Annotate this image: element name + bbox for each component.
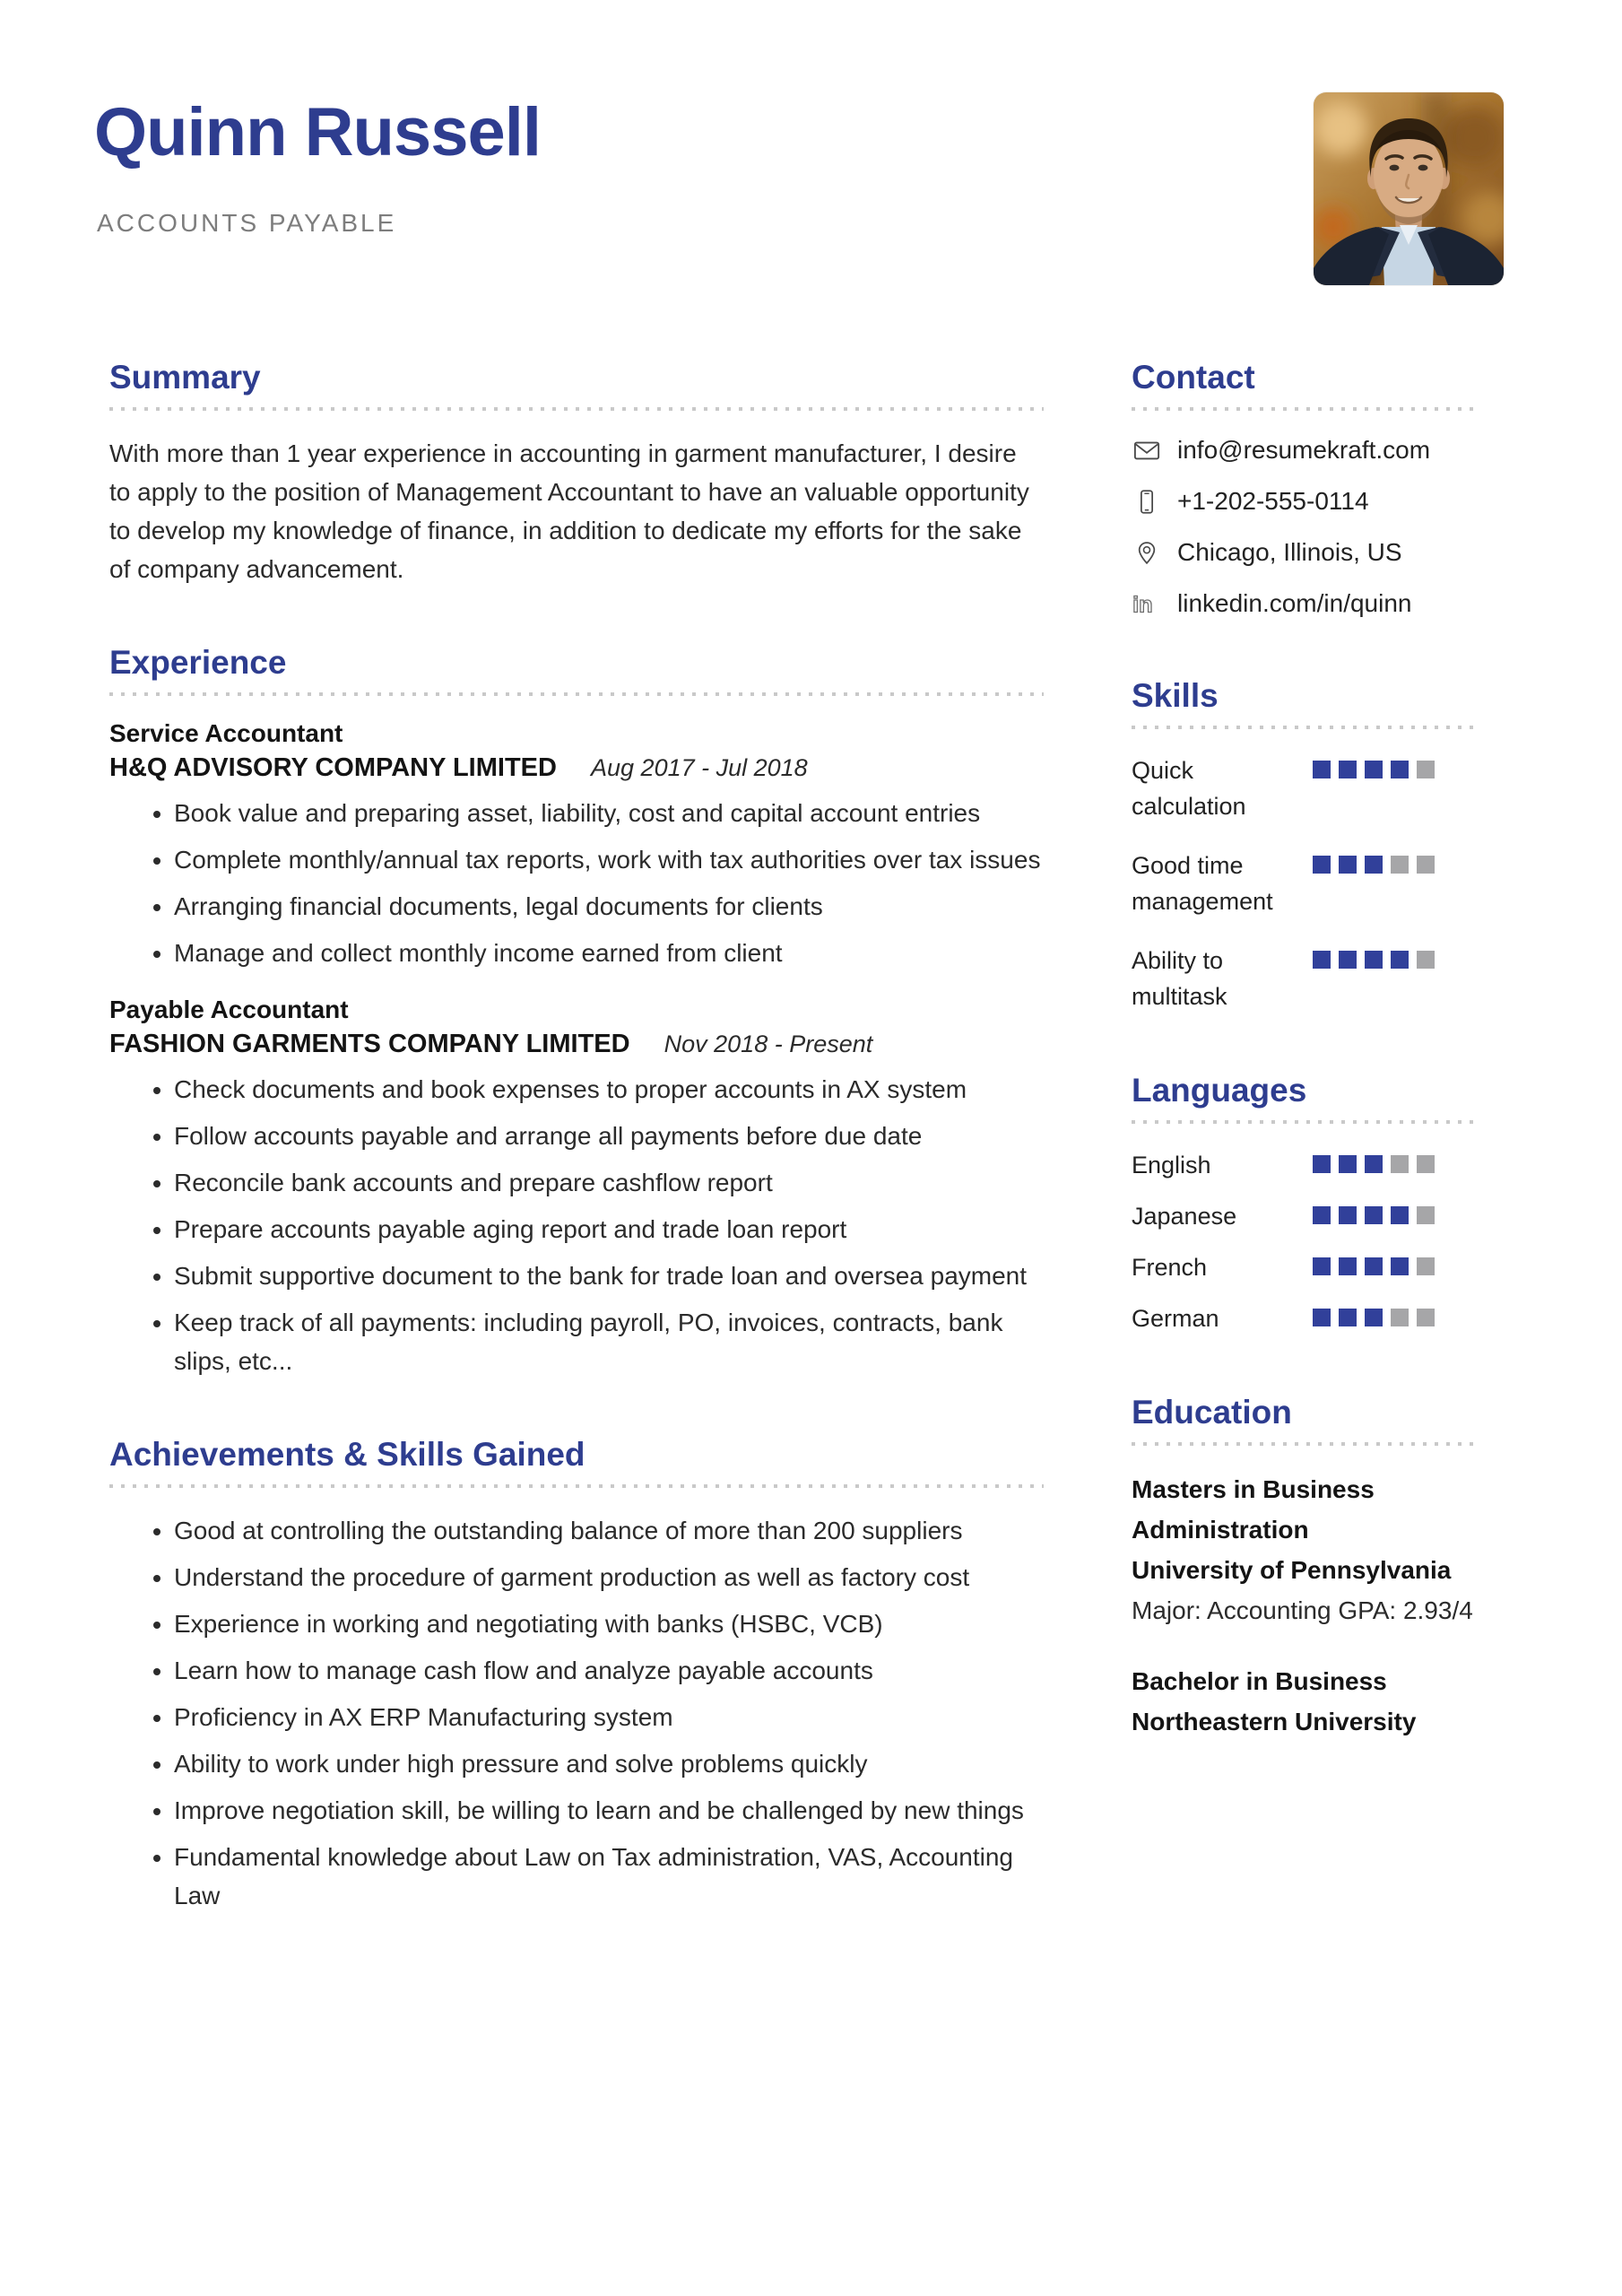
skill-row [1132,943,1476,1014]
job-entry [109,719,1044,972]
education-entry [1132,1661,1476,1742]
level-filled-square [1313,761,1331,778]
bullet-item: • Submit supportive document to the bank for trade loan and oversea payment [174,1257,1044,1295]
education-section [1132,1394,1476,1742]
language-row [1132,1147,1476,1183]
level-filled-square [1365,761,1383,778]
person-job-title: ACCOUNTS PAYABLE [97,209,397,237]
linkedin-icon [1132,590,1162,617]
skill-row [1132,848,1476,919]
main-column [109,359,1044,1923]
level-filled-square [1391,1206,1409,1224]
level-filled-square [1365,1155,1383,1173]
languages-section [1132,1072,1476,1336]
level-filled-square [1391,1257,1409,1275]
contact-text: +1-202-555-0114 [1177,487,1369,515]
bullet-item: • Understand the procedure of garment production as well as factory cost [174,1558,1044,1596]
skill-level-meter [1313,848,1476,919]
level-filled-square [1339,856,1357,874]
level-empty-square [1417,761,1435,778]
contact-item [1132,587,1476,620]
language-level-meter [1313,1300,1476,1336]
summary-section [109,359,1044,588]
skill-label: Good time management [1132,852,1273,915]
bullet-item: • Complete monthly/annual tax reports, work with tax authorities over tax issues [174,840,1044,879]
bullet-item: • Book value and preparing asset, liability, cost and capital account entries [174,794,1044,832]
bullet-item: • Manage and collect monthly income earned from client [174,934,1044,972]
level-empty-square [1417,856,1435,874]
contact-text: Chicago, Illinois, US [1177,538,1402,566]
language-label: Japanese [1132,1203,1237,1230]
bullet-item: • Learn how to manage cash flow and analyze payable accounts [174,1651,1044,1690]
level-filled-square [1313,1155,1331,1173]
job-title: Payable Accountant [109,996,349,1023]
job-meta [109,1030,1044,1059]
language-label: French [1132,1254,1208,1281]
summary-text: With more than 1 year experience in accounting in garment manufacturer, I desire to apply to the position of Management Accountant to have an valuable opportunity to develop my knowledge of finance, in addition to dedicate my efforts for the sake of company advancement. [109,439,1029,583]
skill-list [1132,752,1476,1014]
job-dates: Nov 2018 - Present [664,1031,873,1057]
level-filled-square [1339,1309,1357,1326]
bullet-item: • Proficiency in AX ERP Manufacturing system [174,1698,1044,1736]
language-list [1132,1147,1476,1336]
level-empty-square [1417,1206,1435,1224]
language-row [1132,1249,1476,1285]
language-label: German [1132,1305,1219,1332]
person-name: Quinn Russell [94,94,541,170]
experience-section [109,644,1044,1380]
level-filled-square [1313,1257,1331,1275]
summary-heading: Summary [109,359,261,396]
education-degree: Bachelor in Business [1132,1667,1387,1695]
level-empty-square [1417,1257,1435,1275]
level-empty-square [1391,1309,1409,1326]
level-empty-square [1391,1155,1409,1173]
profile-photo-art [1314,92,1504,285]
level-filled-square [1339,951,1357,969]
bullet-item: • Ability to work under high pressure and solve problems quickly [174,1744,1044,1783]
skill-level-meter [1313,943,1476,1014]
education-entry [1132,1469,1476,1631]
level-filled-square [1365,1206,1383,1224]
education-major-gpa: Major: Accounting GPA: 2.93/4 [1132,1596,1473,1624]
level-filled-square [1365,1309,1383,1326]
experience-heading: Experience [109,644,287,681]
envelope-icon [1132,437,1162,464]
skills-heading: Skills [1132,677,1219,714]
svg-text:in: in [1132,592,1153,617]
location-pin-icon [1132,539,1162,567]
bullet-item: • Improve negotiation skill, be willing to learn and be challenged by new things [174,1791,1044,1830]
education-school: Northeastern University [1132,1708,1417,1735]
job-company: FASHION GARMENTS COMPANY LIMITED [109,1030,630,1058]
language-label: English [1132,1152,1211,1178]
dotted-divider [1132,726,1476,729]
level-filled-square [1339,1155,1357,1173]
contact-text: linkedin.com/in/quinn [1177,589,1412,617]
job-bullet-list [109,794,1044,972]
dotted-divider [109,407,1044,411]
job-bullet-list [109,1070,1044,1380]
skill-row [1132,752,1476,824]
contact-text: info@resumekraft.com [1177,436,1431,464]
bullet-item: • Fundamental knowledge about Law on Tax administration, VAS, Accounting Law [174,1838,1044,1915]
level-empty-square [1391,856,1409,874]
job-entry [109,996,1044,1380]
job-dates: Aug 2017 - Jul 2018 [591,754,808,781]
achievements-heading: Achievements & Skills Gained [109,1436,585,1473]
level-filled-square [1365,856,1383,874]
level-empty-square [1417,1155,1435,1173]
contact-section [1132,359,1476,620]
job-company: H&Q ADVISORY COMPANY LIMITED [109,753,557,782]
dotted-divider [109,692,1044,696]
level-filled-square [1365,951,1383,969]
level-filled-square [1391,761,1409,778]
bullet-item: • Experience in working and negotiating with banks (HSBC, VCB) [174,1605,1044,1643]
contact-heading: Contact [1132,359,1255,396]
skill-level-meter [1313,752,1476,824]
bullet-item: • Arranging financial documents, legal documents for clients [174,887,1044,926]
achievement-list [109,1511,1044,1915]
education-list [1132,1469,1476,1742]
skills-section [1132,677,1476,1014]
bullet-item: • Prepare accounts payable aging report and trade loan report [174,1210,1044,1248]
level-filled-square [1391,951,1409,969]
language-row [1132,1300,1476,1336]
level-filled-square [1313,856,1331,874]
dotted-divider [109,1484,1044,1488]
job-meta [109,753,1044,783]
sidebar-column [1132,359,1476,1742]
level-filled-square [1313,951,1331,969]
bullet-item: • Good at controlling the outstanding balance of more than 200 suppliers [174,1511,1044,1550]
skill-label: Quick calculation [1132,757,1246,820]
bullet-item: • Check documents and book expenses to proper accounts in AX system [174,1070,1044,1109]
level-empty-square [1417,1309,1435,1326]
level-filled-square [1313,1309,1331,1326]
education-school: University of Pennsylvania [1132,1556,1452,1584]
language-level-meter [1313,1147,1476,1183]
dotted-divider [1132,1120,1476,1124]
language-level-meter [1313,1249,1476,1285]
bullet-item: • Follow accounts payable and arrange all payments before due date [174,1117,1044,1155]
job-title: Service Accountant [109,719,343,747]
skill-label: Ability to multitask [1132,947,1227,1010]
contact-list [1132,434,1476,620]
level-empty-square [1417,951,1435,969]
bullet-item: • Keep track of all payments: including payroll, PO, invoices, contracts, bank slips, etc... [174,1303,1044,1380]
dotted-divider [1132,1442,1476,1446]
phone-icon [1132,488,1162,516]
contact-item [1132,536,1476,569]
language-row [1132,1198,1476,1234]
contact-item [1132,485,1476,517]
contact-item [1132,434,1476,466]
dotted-divider [1132,407,1476,411]
education-heading: Education [1132,1394,1292,1431]
languages-heading: Languages [1132,1072,1307,1109]
language-level-meter [1313,1198,1476,1234]
level-filled-square [1365,1257,1383,1275]
bullet-item: • Reconcile bank accounts and prepare cashflow report [174,1163,1044,1202]
level-filled-square [1339,1257,1357,1275]
level-filled-square [1339,761,1357,778]
job-list [109,719,1044,1380]
level-filled-square [1339,1206,1357,1224]
education-degree: Masters in Business Administration [1132,1475,1375,1544]
achievements-section [109,1436,1044,1915]
profile-photo [1314,92,1504,285]
level-filled-square [1313,1206,1331,1224]
